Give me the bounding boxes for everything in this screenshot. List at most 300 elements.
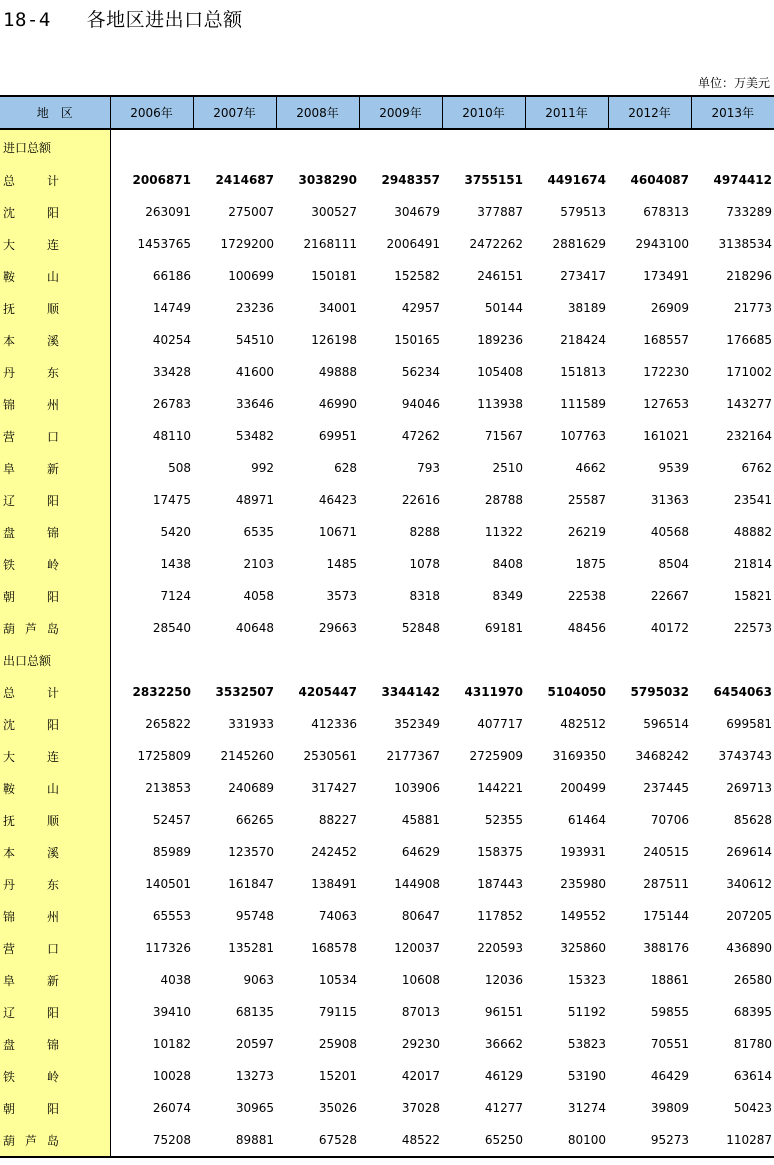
value-cell: 35026	[318, 1101, 357, 1115]
region-char: 抚	[3, 301, 16, 316]
value-cell: 220593	[477, 941, 523, 955]
value-cell: 74063	[318, 909, 357, 923]
value-cell: 80647	[401, 909, 440, 923]
value-cell: 87013	[401, 1005, 440, 1019]
table-row	[0, 452, 774, 484]
empty-cell	[276, 644, 359, 676]
value-cell: 4491674	[547, 173, 606, 187]
value-cell: 388176	[643, 941, 689, 955]
value-cell: 2177367	[386, 749, 440, 763]
value-cell: 117326	[145, 941, 191, 955]
value-cell: 2006491	[386, 237, 440, 251]
region-char: 岛	[46, 1133, 59, 1148]
region-name	[3, 204, 59, 221]
region-cell	[0, 804, 110, 836]
value-cell: 69181	[484, 621, 523, 635]
region-char: 阜	[3, 973, 16, 988]
region-char: 铁	[3, 557, 16, 572]
region-char: 溪	[46, 845, 59, 860]
region-char: 沈	[3, 205, 16, 220]
table-row	[0, 324, 774, 356]
value-cell: 63614	[733, 1069, 772, 1083]
table-row	[0, 932, 774, 964]
region-cell	[0, 516, 110, 548]
value-cell: 2145260	[220, 749, 274, 763]
value-cell: 143277	[726, 397, 772, 411]
value-cell: 2168111	[303, 237, 357, 251]
value-cell: 12036	[484, 973, 523, 987]
value-cell: 68395	[733, 1005, 772, 1019]
value-cell: 22538	[567, 589, 606, 603]
value-cell: 1078	[409, 557, 440, 571]
value-cell: 26783	[152, 397, 191, 411]
table-body	[0, 129, 774, 1157]
region-char: 州	[46, 909, 59, 924]
table-row	[0, 484, 774, 516]
value-cell: 3532507	[215, 685, 274, 699]
region-name	[3, 716, 59, 733]
value-cell: 107763	[560, 429, 606, 443]
value-cell: 579513	[560, 205, 606, 219]
region-cell	[0, 356, 110, 388]
region-name	[3, 588, 59, 605]
value-cell: 28540	[152, 621, 191, 635]
region-cell	[0, 484, 110, 516]
table-row	[0, 580, 774, 612]
table-row	[0, 1124, 774, 1157]
value-cell: 51192	[567, 1005, 606, 1019]
value-cell: 5104050	[547, 685, 606, 699]
value-cell: 17475	[152, 493, 191, 507]
value-cell: 52355	[484, 813, 523, 827]
value-cell: 48110	[152, 429, 191, 443]
empty-cell	[110, 644, 193, 676]
region-char: 溪	[46, 333, 59, 348]
region-char: 朝	[3, 589, 16, 604]
value-cell: 300527	[311, 205, 357, 219]
empty-cell	[359, 129, 442, 164]
value-cell: 193931	[560, 845, 606, 859]
value-cell: 26219	[567, 525, 606, 539]
value-cell: 733289	[726, 205, 772, 219]
value-cell: 26580	[733, 973, 772, 987]
region-name	[3, 620, 59, 637]
region-char: 阳	[46, 1005, 59, 1020]
region-cell	[0, 196, 110, 228]
table-row	[0, 260, 774, 292]
value-cell: 23541	[733, 493, 772, 507]
section-header-row	[0, 129, 774, 164]
value-cell: 20597	[235, 1037, 274, 1051]
region-cell	[0, 228, 110, 260]
value-cell: 1453765	[137, 237, 191, 251]
table-row	[0, 516, 774, 548]
value-cell: 30965	[235, 1101, 274, 1115]
value-cell: 26909	[650, 301, 689, 315]
value-cell: 1438	[160, 557, 191, 571]
region-char: 山	[46, 269, 59, 284]
year-header: 2013年	[691, 96, 774, 129]
empty-cell	[608, 129, 691, 164]
region-name	[3, 1068, 59, 1085]
value-cell: 50144	[484, 301, 523, 315]
value-cell: 232164	[726, 429, 772, 443]
value-cell: 3169350	[552, 749, 606, 763]
year-header: 2010年	[442, 96, 525, 129]
region-char: 丹	[3, 877, 16, 892]
table-row	[0, 388, 774, 420]
region-cell	[0, 548, 110, 580]
value-cell: 48882	[733, 525, 772, 539]
region-cell	[0, 388, 110, 420]
value-cell: 48456	[567, 621, 606, 635]
value-cell: 275007	[228, 205, 274, 219]
year-header: 2007年	[193, 96, 276, 129]
value-cell: 1725809	[137, 749, 191, 763]
region-char: 鞍	[3, 269, 16, 284]
value-cell: 4205447	[298, 685, 357, 699]
value-cell: 304679	[394, 205, 440, 219]
region-cell	[0, 868, 110, 900]
value-cell: 10028	[152, 1069, 191, 1083]
region-char: 州	[46, 397, 59, 412]
value-cell: 992	[251, 461, 274, 475]
value-cell: 41277	[484, 1101, 523, 1115]
table-row	[0, 740, 774, 772]
region-char: 岭	[46, 1069, 59, 1084]
value-cell: 1485	[326, 557, 357, 571]
value-cell: 2948357	[381, 173, 440, 187]
trade-table	[0, 95, 774, 1158]
value-cell: 103906	[394, 781, 440, 795]
value-cell: 13273	[235, 1069, 274, 1083]
region-name	[3, 748, 59, 765]
region-name	[3, 172, 59, 189]
table-row	[0, 1092, 774, 1124]
table-row	[0, 228, 774, 260]
value-cell: 235980	[560, 877, 606, 891]
value-cell: 218296	[726, 269, 772, 283]
value-cell: 46129	[484, 1069, 523, 1083]
value-cell: 48971	[235, 493, 274, 507]
value-cell: 4662	[575, 461, 606, 475]
value-cell: 151813	[560, 365, 606, 379]
region-char: 新	[46, 973, 59, 988]
value-cell: 40568	[650, 525, 689, 539]
region-char: 锦	[46, 1037, 59, 1052]
region-char: 铁	[3, 1069, 16, 1084]
region-cell	[0, 1028, 110, 1060]
value-cell: 9539	[658, 461, 689, 475]
value-cell: 95748	[235, 909, 274, 923]
value-cell: 50423	[733, 1101, 772, 1115]
value-cell: 21814	[733, 557, 772, 571]
value-cell: 4311970	[464, 685, 523, 699]
region-char: 顺	[46, 813, 59, 828]
value-cell: 2943100	[635, 237, 689, 251]
region-name	[3, 780, 59, 797]
year-header: 2008年	[276, 96, 359, 129]
region-char: 锦	[46, 525, 59, 540]
value-cell: 596514	[643, 717, 689, 731]
empty-cell	[276, 129, 359, 164]
value-cell: 53823	[567, 1037, 606, 1051]
table-row	[0, 1060, 774, 1092]
region-name	[3, 428, 59, 445]
region-char: 朝	[3, 1101, 16, 1116]
region-char: 营	[3, 429, 16, 444]
value-cell: 85628	[733, 813, 772, 827]
value-cell: 29230	[401, 1037, 440, 1051]
value-cell: 273417	[560, 269, 606, 283]
region-name	[3, 236, 59, 253]
value-cell: 39410	[152, 1005, 191, 1019]
value-cell: 29663	[318, 621, 357, 635]
value-cell: 3138534	[718, 237, 772, 251]
value-cell: 6762	[741, 461, 772, 475]
value-cell: 70551	[650, 1037, 689, 1051]
value-cell: 3573	[326, 589, 357, 603]
value-cell: 22616	[401, 493, 440, 507]
empty-cell	[442, 644, 525, 676]
value-cell: 207205	[726, 909, 772, 923]
value-cell: 79115	[318, 1005, 357, 1019]
value-cell: 5420	[160, 525, 191, 539]
value-cell: 54510	[235, 333, 274, 347]
region-name	[3, 876, 59, 893]
region-name	[3, 524, 59, 541]
unit-label: 单位：万美元	[697, 76, 770, 90]
region-cell	[0, 932, 110, 964]
value-cell: 793	[417, 461, 440, 475]
empty-cell	[193, 129, 276, 164]
value-cell: 237445	[643, 781, 689, 795]
value-cell: 4974412	[713, 173, 772, 187]
value-cell: 56234	[401, 365, 440, 379]
region-char: 总	[3, 173, 16, 188]
empty-cell	[359, 644, 442, 676]
value-cell: 1729200	[220, 237, 274, 251]
value-cell: 407717	[477, 717, 523, 731]
table-row	[0, 836, 774, 868]
year-header: 2012年	[608, 96, 691, 129]
value-cell: 269713	[726, 781, 772, 795]
value-cell: 2006871	[132, 173, 191, 187]
value-cell: 144221	[477, 781, 523, 795]
value-cell: 213853	[145, 781, 191, 795]
region-cell	[0, 836, 110, 868]
value-cell: 46423	[318, 493, 357, 507]
value-cell: 68135	[235, 1005, 274, 1019]
region-cell	[0, 164, 110, 196]
empty-cell	[525, 644, 608, 676]
value-cell: 3344142	[381, 685, 440, 699]
value-cell: 3038290	[298, 173, 357, 187]
value-cell: 331933	[228, 717, 274, 731]
value-cell: 18861	[650, 973, 689, 987]
year-header: 2009年	[359, 96, 442, 129]
table-title: 18-4 各地区进出口总额	[3, 9, 243, 31]
value-cell: 89881	[193, 1124, 276, 1157]
value-cell: 161847	[228, 877, 274, 891]
value-cell: 317427	[311, 781, 357, 795]
value-cell: 75208	[110, 1124, 193, 1157]
region-char: 盘	[3, 525, 16, 540]
region-name	[3, 396, 59, 413]
value-cell: 173491	[643, 269, 689, 283]
value-cell: 25908	[318, 1037, 357, 1051]
value-cell: 110287	[691, 1124, 774, 1157]
region-char: 口	[46, 941, 59, 956]
value-cell: 8504	[658, 557, 689, 571]
table-row	[0, 708, 774, 740]
empty-cell	[691, 129, 774, 164]
value-cell: 2414687	[215, 173, 274, 187]
value-cell: 113938	[477, 397, 523, 411]
region-char: 本	[3, 333, 16, 348]
value-cell: 412336	[311, 717, 357, 731]
value-cell: 352349	[394, 717, 440, 731]
value-cell: 149552	[560, 909, 606, 923]
value-cell: 140501	[145, 877, 191, 891]
region-char: 丹	[3, 365, 16, 380]
region-char: 计	[46, 685, 59, 700]
region-char: 阳	[46, 717, 59, 732]
region-cell	[0, 1060, 110, 1092]
region-char: 山	[46, 781, 59, 796]
value-cell: 37028	[401, 1101, 440, 1115]
value-cell: 168578	[311, 941, 357, 955]
value-cell: 46429	[650, 1069, 689, 1083]
region-cell	[0, 580, 110, 612]
value-cell: 10182	[152, 1037, 191, 1051]
value-cell: 240689	[228, 781, 274, 795]
region-char: 阳	[46, 205, 59, 220]
table-row	[0, 996, 774, 1028]
value-cell: 126198	[311, 333, 357, 347]
region-name	[3, 684, 59, 701]
table-row	[0, 548, 774, 580]
region-name	[3, 844, 59, 861]
value-cell: 176685	[726, 333, 772, 347]
value-cell: 3743743	[718, 749, 772, 763]
value-cell: 70706	[650, 813, 689, 827]
value-cell: 52848	[401, 621, 440, 635]
value-cell: 22667	[650, 589, 689, 603]
value-cell: 120037	[394, 941, 440, 955]
year-header: 2006年	[110, 96, 193, 129]
value-cell: 628	[334, 461, 357, 475]
value-cell: 218424	[560, 333, 606, 347]
value-cell: 2725909	[469, 749, 523, 763]
table-row	[0, 1028, 774, 1060]
value-cell: 269614	[726, 845, 772, 859]
region-char: 抚	[3, 813, 16, 828]
region-cell	[0, 324, 110, 356]
region-name	[3, 556, 59, 573]
region-name	[3, 1004, 59, 1021]
region-cell	[0, 900, 110, 932]
value-cell: 287511	[643, 877, 689, 891]
value-cell: 171002	[726, 365, 772, 379]
value-cell: 14749	[152, 301, 191, 315]
region-char: 盘	[3, 1037, 16, 1052]
region-char: 锦	[3, 909, 16, 924]
value-cell: 67528	[276, 1124, 359, 1157]
region-char: 大	[3, 749, 16, 764]
region-name	[3, 812, 59, 829]
region-char: 连	[46, 237, 59, 252]
value-cell: 127653	[643, 397, 689, 411]
value-cell: 69951	[318, 429, 357, 443]
value-cell: 240515	[643, 845, 689, 859]
value-cell: 5795032	[630, 685, 689, 699]
value-cell: 8408	[492, 557, 523, 571]
value-cell: 263091	[145, 205, 191, 219]
value-cell: 96151	[484, 1005, 523, 1019]
value-cell: 65553	[152, 909, 191, 923]
region-name	[3, 1132, 59, 1149]
table-row	[0, 900, 774, 932]
table-row	[0, 292, 774, 324]
value-cell: 105408	[477, 365, 523, 379]
value-cell: 40254	[152, 333, 191, 347]
value-cell: 3468242	[635, 749, 689, 763]
region-name	[3, 908, 59, 925]
region-cell	[0, 708, 110, 740]
region-name	[3, 268, 59, 285]
value-cell: 42017	[401, 1069, 440, 1083]
value-cell: 8349	[492, 589, 523, 603]
value-cell: 111589	[560, 397, 606, 411]
value-cell: 11322	[484, 525, 523, 539]
value-cell: 117852	[477, 909, 523, 923]
region-name	[3, 1100, 59, 1117]
empty-cell	[608, 644, 691, 676]
region-cell	[0, 964, 110, 996]
value-cell: 40172	[650, 621, 689, 635]
region-char: 计	[46, 173, 59, 188]
value-cell: 23236	[235, 301, 274, 315]
table-row	[0, 772, 774, 804]
value-cell: 52457	[152, 813, 191, 827]
value-cell: 48522	[359, 1124, 442, 1157]
region-char: 芦	[24, 1133, 37, 1148]
value-cell: 10608	[401, 973, 440, 987]
section-label: 进口总额	[0, 129, 110, 164]
value-cell: 26074	[152, 1101, 191, 1115]
value-cell: 135281	[228, 941, 274, 955]
table-row	[0, 612, 774, 644]
value-cell: 34001	[318, 301, 357, 315]
value-cell: 33428	[152, 365, 191, 379]
value-cell: 15201	[318, 1069, 357, 1083]
value-cell: 436890	[726, 941, 772, 955]
value-cell: 200499	[560, 781, 606, 795]
region-cell	[0, 1124, 110, 1157]
region-char: 口	[46, 429, 59, 444]
value-cell: 53482	[235, 429, 274, 443]
value-cell: 100699	[228, 269, 274, 283]
value-cell: 9063	[243, 973, 274, 987]
region-cell	[0, 740, 110, 772]
region-name	[3, 300, 59, 317]
value-cell: 175144	[643, 909, 689, 923]
region-char: 沈	[3, 717, 16, 732]
value-cell: 59855	[650, 1005, 689, 1019]
region-header: 地区	[0, 96, 110, 129]
region-cell	[0, 676, 110, 708]
